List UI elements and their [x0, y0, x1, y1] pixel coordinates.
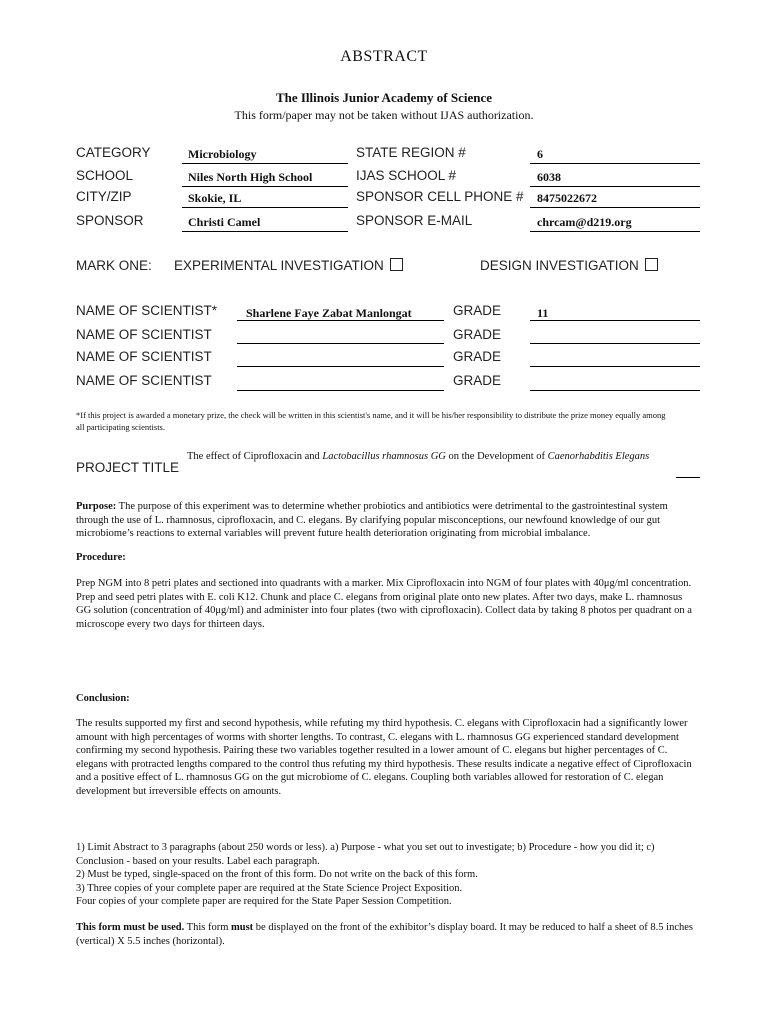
scientist-name-underline — [237, 320, 444, 321]
grade-label: GRADE — [453, 327, 502, 342]
grade-underline[interactable] — [530, 366, 700, 367]
scientist-label: NAME OF SCIENTIST — [76, 349, 212, 364]
grade-label: GRADE — [453, 349, 502, 364]
mark-one-label: MARK ONE: — [76, 258, 152, 273]
school-underline — [182, 186, 348, 187]
experimental-checkbox[interactable] — [390, 258, 403, 271]
scientist-name-underline[interactable] — [237, 366, 444, 367]
project-title-part: on the Development of — [445, 451, 548, 462]
sponsor-underline — [182, 231, 348, 232]
page-title: ABSTRACT — [340, 48, 428, 65]
project-title-underline — [676, 477, 700, 478]
scientist-name: Sharlene Faye Zabat Manlongat — [246, 306, 412, 320]
sponsor-phone-label: SPONSOR CELL PHONE # — [356, 189, 524, 204]
sponsor-label: SPONSOR — [76, 213, 144, 228]
grade-label: GRADE — [453, 303, 502, 318]
state-region-underline — [530, 163, 700, 164]
state-region-label: STATE REGION # — [356, 145, 466, 160]
grade-underline — [530, 320, 700, 321]
prize-footnote: *If this project is awarded a monetary prize, the check will be written in this scientist's name, and it will be his/her responsibility to distribute the prize money equally among all participating scientists. — [76, 410, 666, 432]
procedure-text: Prep NGM into 8 petri plates and sectioned into quadrants with a marker. Mix Ciprofloxacin into NGM of four plates with 40μg/ml concentration. Prep and seed petri plates with E. coli K12. Chunk and place C. elegans from original plate onto new plates. After two days, make L. rhamnosus GG solution (concentration of 40μg/ml) and administer into four plates (two with ciprofloxacin). Collect data by taking 8 photos per quadrant on a microscope every two days for thirteen days. — [76, 578, 692, 630]
instruction-3: 3) Three copies of your complete paper are required at the State Science Project Exposition. — [76, 882, 463, 894]
sponsor-phone-value: 8475022672 — [537, 191, 597, 205]
design-checkbox[interactable] — [645, 258, 658, 271]
authorization-notice: This form/paper may not be taken without IJAS authorization. — [234, 108, 534, 122]
organization-name: The Illinois Junior Academy of Science — [275, 90, 493, 105]
category-underline — [182, 163, 348, 164]
state-region-value: 6 — [537, 147, 543, 161]
display-note-text: This form — [184, 922, 231, 933]
experimental-option[interactable] — [174, 258, 403, 273]
sponsor-email-value: chrcam@d219.org — [537, 215, 632, 229]
school-value: Niles North High School — [188, 170, 313, 184]
conclusion-text: The results supported my first and second hypothesis, while refuting my third hypothesis. C. elegans with Ciprofloxacin had a significantly lower amount with high percentages of worms with shorter lengths. To contrast, C. elegans with L. rhamnosus GG experienced standard development confirming my second hypothesis. Pairing these two variables together resulted in a lower amount of C. elegans but higher percentages of C. elegans with protracted lengths compared to the control thus refuting my third hypothesis. These results indicate a negative effect of Ciprofloxacin and a positive effect of L. rhamnosus GG on the gut microbiome of C. elegans. Coupling both variables allowed for restoration of C. elegan development but irreversible effects on amounts. — [76, 718, 692, 797]
city-zip-label: CITY/ZIP — [76, 189, 132, 204]
ijas-school-value: 6038 — [537, 170, 561, 184]
project-title-part: The effect of Ciprofloxacin and — [187, 451, 323, 462]
city-zip-underline — [182, 207, 348, 208]
category-label: CATEGORY — [76, 145, 151, 160]
display-note-bold: This form must be used. — [76, 922, 185, 933]
scientist-name-underline[interactable] — [237, 343, 444, 344]
project-title-organism: Caenorhabditis Elegans — [547, 451, 650, 462]
project-title-label: PROJECT TITLE — [76, 460, 180, 475]
conclusion-heading: Conclusion: — [76, 693, 130, 704]
sponsor-phone-underline — [530, 207, 700, 208]
project-title-organism: Lactobacillus rhamnosus GG — [322, 451, 446, 462]
display-note-text: be displayed on the front of the exhibitor’s display board. It may be reduced to half a sheet of 8.5 inches (vertical) X 5.5 inches (horizontal). — [76, 922, 693, 947]
city-zip-value: Skokie, IL — [188, 191, 242, 205]
category-value: Microbiology — [188, 147, 257, 161]
sponsor-email-underline — [530, 231, 700, 232]
experimental-option-label: EXPERIMENTAL INVESTIGATION — [174, 258, 384, 273]
school-label: SCHOOL — [76, 168, 134, 183]
instruction-1: 1) Limit Abstract to 3 paragraphs (about 250 words or less). a) Purpose - what you set out to investigate; b) Procedure - how you did it; c) Conclusion - based on your results. Label each paragraph. — [76, 842, 655, 867]
grade-underline[interactable] — [530, 390, 700, 391]
scientist-label: NAME OF SCIENTIST* — [76, 303, 218, 318]
ijas-school-underline — [530, 186, 700, 187]
display-note-emphasis: must — [231, 922, 254, 933]
grade-label: GRADE — [453, 373, 502, 388]
design-option[interactable] — [480, 258, 658, 273]
instructions — [76, 841, 696, 909]
display-note — [76, 921, 696, 948]
sponsor-email-label: SPONSOR E-MAIL — [356, 213, 473, 228]
scientist-name-underline[interactable] — [237, 390, 444, 391]
ijas-school-label: IJAS SCHOOL # — [356, 168, 457, 183]
instruction-2: 2) Must be typed, single-spaced on the front of this form. Do not write on the back of this form. — [76, 869, 478, 880]
design-option-label: DESIGN INVESTIGATION — [480, 258, 639, 273]
scientist-label: NAME OF SCIENTIST — [76, 327, 212, 342]
sponsor-value: Christi Camel — [188, 215, 261, 229]
purpose-heading: Purpose: — [76, 501, 117, 512]
scientist-label: NAME OF SCIENTIST — [76, 373, 212, 388]
project-title-text — [187, 451, 667, 463]
instruction-4: Four copies of your complete paper are required for the State Paper Session Competition. — [76, 896, 452, 907]
purpose-text: The purpose of this experiment was to determine whether probiotics and antibiotics were detrimental to the gastrointestinal system through the use of L. rhamnosus, ciprofloxacin, and C. elegans. By clarifying popular misconceptions, our newfound knowledge of our gut microbiome’s reactions to external variables will prevent future health deterioration originating from microbial imbalance. — [76, 501, 668, 539]
procedure-heading: Procedure: — [76, 552, 126, 563]
purpose-paragraph — [76, 500, 696, 541]
grade-underline[interactable] — [530, 343, 700, 344]
grade-value: 11 — [537, 306, 549, 320]
